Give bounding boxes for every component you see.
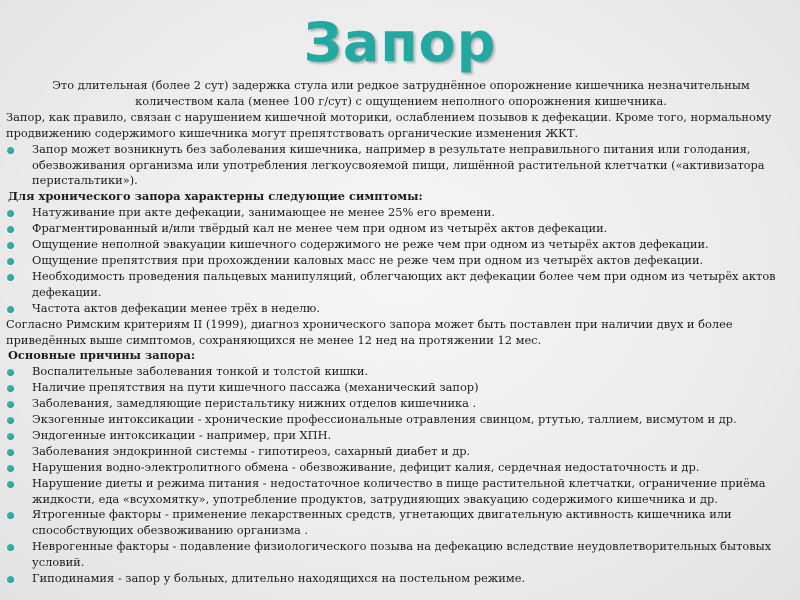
list-item-text: Ощущение неполной эвакуации кишечного содержимого не реже чем при одном из четырёх актов дефекации.: [32, 237, 709, 252]
list-item: [6, 444, 796, 460]
list-item-text: Заболевания эндокринной системы - гипотиреоз, сахарный диабет и др.: [32, 443, 471, 458]
bullet-icon: [7, 433, 14, 440]
list-item-text: Натуживание при акте дефекации, занимающее не менее 25% его времени.: [32, 205, 495, 220]
list-item: [6, 301, 796, 317]
list-item: [6, 539, 796, 571]
list-item: [6, 205, 796, 221]
bullet-icon: [7, 576, 14, 583]
list-item-text: Ятрогенные факторы - применение лекарственных средств, угнетающих двигательную активность кишечника или способствующих обезвоживанию организма .: [32, 507, 732, 538]
list-item: [6, 269, 796, 301]
list-item: [6, 396, 796, 412]
list-item: [6, 412, 796, 428]
list-item-text: Ощущение препятствия при прохождении каловых масс не реже чем при одном из четырёх актов дефекации.: [32, 252, 704, 267]
bullet-icon: [7, 242, 14, 249]
bullet-icon: [7, 449, 14, 456]
bullet-icon: [7, 481, 14, 488]
bullet-icon: [7, 369, 14, 376]
list-item-text: Гиподинамия - запор у больных, длительно находящихся на постельном режиме.: [32, 571, 526, 586]
list-item-text: Фрагментированный и/или твёрдый кал не менее чем при одном из четырёх актов дефекации.: [32, 221, 608, 236]
causes-list: [6, 364, 796, 587]
bullet-icon: [7, 385, 14, 392]
intro-paragraph: Это длительная (более 2 сут) задержка стула или редкое затруднённое опорожнение кишечника незначительным количеством кала (менее 100 г/сут) с ощущением неполного опорожнения кишечника.: [52, 78, 750, 108]
list-item-text: Экзогенные интоксикации - хронические профессиональные отравления свинцом, ртутью, таллием, висмутом и др.: [32, 412, 737, 427]
bullet-icon: [7, 417, 14, 424]
bullet-icon: [7, 306, 14, 313]
list-item-text: Заболевания, замедляющие перистальтику нижних отделов кишечника .: [32, 396, 477, 411]
list-item-text: Нарушение диеты и режима питания - недостаточное количество в пище растительной клетчатки, ограничение приёма жидкости, еда «всухомятку», употребление продуктов, затрудняющих эвакуацию содержимого кишечника и др.: [32, 475, 766, 506]
bullet-icon: [7, 147, 14, 154]
list-item-text: Наличие препятствия на пути кишечного пассажа (механический запор): [32, 380, 479, 395]
list-item-text: Запор может возникнуть без заболевания кишечника, например в результате неправильного питания или голодания, обезвоживания организма или употребления легкоусвояемой пищи, лишённой растительной клетчатки («активизатора перистальтики»).: [32, 141, 765, 188]
list-item-text: Частота актов дефекации менее трёх в неделю.: [32, 300, 320, 315]
list-item-text: Неврогенные факторы - подавление физиологического позыва на дефекацию вследствие неудовлетворительных бытовых условий.: [32, 539, 772, 570]
list-item-text: Эндогенные интоксикации - например, при ХПН.: [32, 427, 332, 442]
list-item-text: Воспалительные заболевания тонкой и толстой кишки.: [32, 364, 369, 379]
bullet-icon: [7, 512, 14, 519]
list-item: [6, 460, 796, 476]
slide-title: Запор: [303, 11, 497, 74]
symptoms-heading: Для хронического запора характерны следующие симптомы:: [8, 189, 423, 204]
slide-content: [6, 78, 796, 587]
symptoms-list: [6, 205, 796, 316]
causes-heading: Основные причины запора:: [8, 348, 196, 363]
list-item: [6, 237, 796, 253]
list-item-text: Нарушения водно-электролитного обмена - обезвоживание, дефицит калия, сердечная недостаточность и др.: [32, 459, 700, 474]
rome-criteria-paragraph: Согласно Римским критериям II (1999), диагноз хронического запора может быть поставлен при наличии двух и более приведённых выше симптомов, сохраняющихся не менее 12 нед на протяжении 12 мес.: [6, 316, 733, 347]
bullet-icon: [7, 401, 14, 408]
bullet-icon: [7, 226, 14, 233]
list-item-text: Необходимость проведения пальцевых манипуляций, облегчающих акт дефекации более чем при одном из четырёх актов дефекации.: [32, 268, 776, 299]
bullet-icon: [7, 274, 14, 281]
bullet-icon: [7, 258, 14, 265]
list-item: [6, 380, 796, 396]
bullet-icon: [7, 465, 14, 472]
list-item: [6, 364, 796, 380]
bullet-icon: [7, 210, 14, 217]
paragraph-motility: Запор, как правило, связан с нарушением кишечной моторики, ослаблением позывов к дефекации. Кроме того, нормальному продвижению содержимого кишечника могут препятствовать органические изменения ЖКТ.: [6, 109, 772, 140]
list-item: [6, 476, 796, 508]
list-item: [6, 142, 796, 190]
list-item: [6, 507, 796, 539]
list-item: [6, 253, 796, 269]
list-item: [6, 221, 796, 237]
bullet-icon: [7, 544, 14, 551]
list-item: [6, 428, 796, 444]
list-item: [6, 571, 796, 587]
